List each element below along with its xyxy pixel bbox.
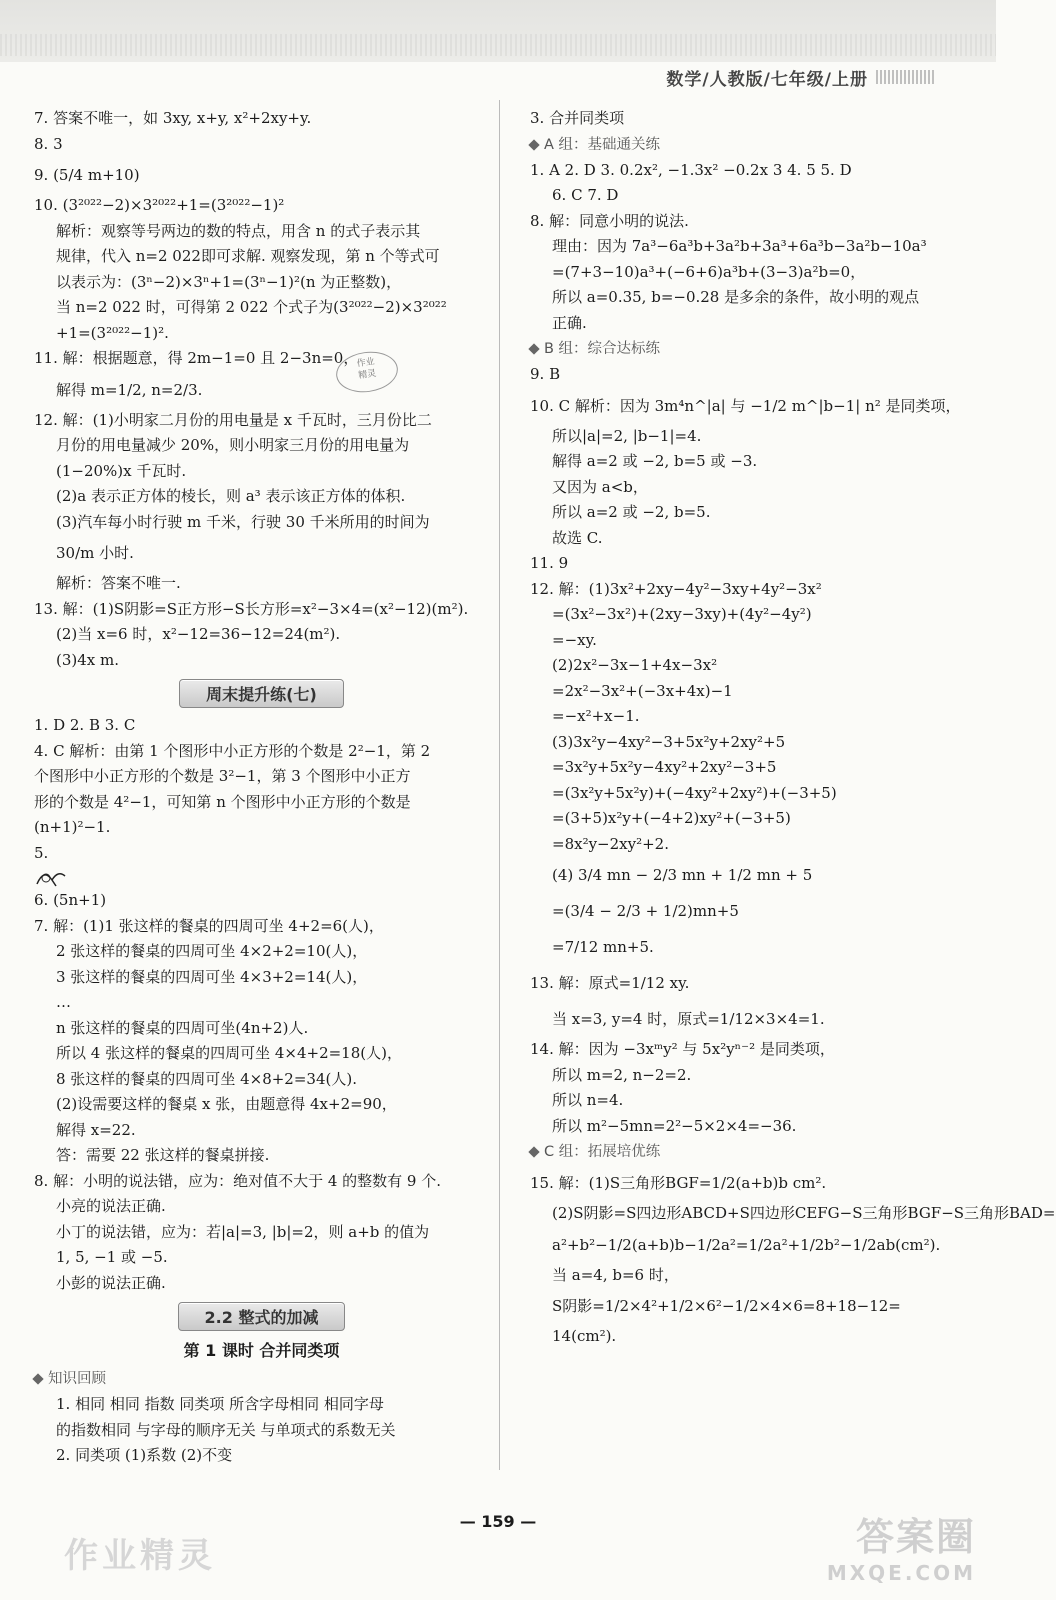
answer-line: 解得 a=2 或 −2, b=5 或 −3. xyxy=(552,452,758,470)
answer-line: 9. (5/4 m+10) xyxy=(34,166,140,184)
group-review-label: 知识回顾 xyxy=(48,1371,106,1387)
answer-line: 2. 同类项 (1)系数 (2)不变 xyxy=(56,1446,233,1464)
lesson-subtitle: 第 1 课时 合并同类项 xyxy=(183,1341,340,1360)
answer-line: 所以 n=4. xyxy=(552,1091,624,1109)
answer-line: (2)设需要这样的餐桌 x 张，由题意得 4x+2=90， xyxy=(56,1095,397,1113)
answer-line: =3x²y+5x²y−4xy²+2xy²−3+5 xyxy=(552,758,777,776)
answer-line: 解得 m=1/2, n=2/3. xyxy=(56,380,203,399)
group-b xyxy=(530,336,985,362)
group-review xyxy=(34,1366,489,1392)
answer-line: (3)3x²y−4xy²−3+5x²y+2xy²+5 xyxy=(552,732,786,751)
answer-line: 3 张这样的餐桌的四周可坐 4×3+2=14(人)， xyxy=(56,967,368,986)
answer-line: 11. 解：根据题意，得 2m−1=0 且 2−3n=0， xyxy=(34,349,359,367)
top-stripes xyxy=(0,34,996,56)
answer-line: 3. 合并同类项 xyxy=(530,109,625,127)
answer-line: 2 张这样的餐桌的四周可坐 4×2+2=10(人)， xyxy=(56,942,368,960)
watermark-right xyxy=(827,1506,976,1585)
answer-line: 30/m 小时. xyxy=(56,544,134,562)
answer-line: 理由：因为 7a³−6a³b+3a²b+3a³+6a³b−3a²b−10a³ xyxy=(552,237,927,255)
answer-line: 13. 解：原式=1/12 xy. xyxy=(530,974,690,992)
answer-line: n 张这样的餐桌的四周可坐(4n+2)人. xyxy=(56,1018,309,1037)
answer-line: 1. A 2. D 3. 0.2x², −1.3x² −0.2x 3 4. 5 5. D xyxy=(530,160,852,179)
answer-line: 以表示为：(3ⁿ−2)×3ⁿ+1=(3ⁿ−1)²(n 为正整数)， xyxy=(56,272,402,291)
answer-line: 个图形中小正方形的个数是 3²−1，第 3 个图形中小正方 xyxy=(34,767,411,785)
answer-line: (2)2x²−3x−1+4x−3x² xyxy=(552,656,718,674)
watermark-left: 作业精灵 xyxy=(64,1536,216,1576)
answer-line: 8. 3 xyxy=(34,134,63,153)
answer-line: (n+1)²−1. xyxy=(34,818,111,836)
answer-line: 小彭的说法正确. xyxy=(56,1273,166,1292)
answer-line: 5. xyxy=(34,843,49,862)
page-number: — 159 — xyxy=(459,1512,537,1531)
answer-line: 8 张这样的餐桌的四周可坐 4×8+2=34(人). xyxy=(56,1069,357,1088)
answer-line: 7. 解：(1)1 张这样的餐桌的四周可坐 4+2=6(人)， xyxy=(34,916,384,935)
answer-line: 答：需要 22 张这样的餐桌拼接. xyxy=(56,1146,270,1164)
answer-line: 4. C 解析：由第 1 个图形中小正方形的个数是 2²−1，第 2 xyxy=(34,741,431,760)
answer-line: 1. D 2. B 3. C xyxy=(34,716,136,734)
answer-line: 当 a=4, b=6 时， xyxy=(552,1265,679,1284)
answer-line: 故选 C. xyxy=(552,528,603,547)
banner-weekend-label: 周末提升练(七) xyxy=(179,679,344,708)
answer-line: 解析：观察等号两边的数的特点，用含 n 的式子表示其 xyxy=(56,221,421,240)
answer-line: 所以 4 张这样的餐桌的四周可坐 4×4+2=18(人)， xyxy=(56,1044,402,1062)
header-dots xyxy=(876,70,936,84)
left-answers-3 xyxy=(34,1392,489,1469)
left-answers-2 xyxy=(34,713,489,1296)
answer-line: 10. (3²⁰²²−2)×3²⁰²²+1=(3²⁰²²−1)² xyxy=(34,196,285,214)
answer-line: 14. 解：因为 −3xᵐy² 与 5x²yⁿ⁻² 是同类项， xyxy=(530,1040,835,1058)
answer-line: =2x²−3x²+(−3x+4x)−1 xyxy=(552,681,733,700)
answer-line: 1, 5, −1 或 −5. xyxy=(56,1248,168,1266)
watermark-url: MXQE.COM xyxy=(826,1561,976,1585)
answer-line: =(3/4 − 2/3 + 1/2)mn+5 xyxy=(552,902,739,920)
answer-line: =−xy. xyxy=(552,630,597,649)
answer-line: 所以 m²−5mn=2²−5×2×4=−36. xyxy=(552,1116,797,1135)
answer-line: 14(cm²). xyxy=(552,1327,617,1345)
banner-weekend xyxy=(34,677,489,709)
answer-line: (2)S阴影=S四边形ABCD+S四边形CEFG−S三角形BGF−S三角形BAD= xyxy=(552,1204,1056,1222)
figure-sketch-icon xyxy=(34,866,68,888)
group-c xyxy=(530,1139,985,1165)
answer-line: 的指数相同 与字母的顺序无关 与单项式的系数无关 xyxy=(56,1420,396,1439)
answer-line: 12. 解：(1)小明家二月份的用电量是 x 千瓦时，三月份比二 xyxy=(34,410,432,429)
stamp-logo: 作业 精灵 xyxy=(334,348,401,396)
answer-line: 所以 m=2, n−2=2. xyxy=(552,1065,692,1084)
diamond-icon xyxy=(528,139,539,150)
answer-line: (4) 3/4 mn − 2/3 mn + 1/2 mn + 5 xyxy=(552,866,813,884)
answer-line: (3)4x m. xyxy=(56,650,120,669)
answer-line: 月份的用电量减少 20%，则小明家三月份的用电量为 xyxy=(56,436,410,454)
answer-line: =7/12 mn+5. xyxy=(552,938,654,956)
answer-line: 1. 相同 相同 指数 同类项 所含字母相同 相同字母 xyxy=(56,1395,384,1413)
answer-line: =(7+3−10)a³+(−6+6)a³b+(3−3)a²b=0， xyxy=(552,262,866,281)
answer-line: (2)a 表示正方体的棱长，则 a³ 表示该正方体的体积. xyxy=(56,487,406,505)
group-b-answers xyxy=(530,362,985,1139)
group-a xyxy=(530,132,985,158)
answer-line: 所以 a=0.35, b=−0.28 是多余的条件，故小明的观点 xyxy=(552,288,920,306)
answer-line: =(3x²−3x²)+(2xy−3xy)+(4y²−4y²) xyxy=(552,605,812,623)
answer-line: 12. 解：(1)3x²+2xy−4y²−3xy+4y²−3x² xyxy=(530,579,822,598)
answer-line: 9. B xyxy=(530,365,561,383)
watermark-logo-text: 答案圈 xyxy=(855,1515,976,1559)
answer-line: 解得 x=22. xyxy=(56,1120,136,1139)
answer-line: (2)当 x=6 时，x²−12=36−12=24(m²). xyxy=(56,625,341,643)
answer-line: … xyxy=(56,993,71,1011)
group-c-answers xyxy=(530,1165,1056,1350)
answer-line: 当 x=3, y=4 时，原式=1/12×3×4=1. xyxy=(552,1010,825,1028)
answer-line: 所以 a=2 或 −2, b=5. xyxy=(552,503,711,521)
answer-line: 解析：答案不唯一. xyxy=(56,574,181,592)
left-answers-1 xyxy=(34,106,489,673)
answer-line: 7. 答案不唯一，如 3xy, x+y, x²+2xy+y. xyxy=(34,109,312,127)
answer-line: 又因为 a<b， xyxy=(552,477,648,496)
answer-line: 小亮的说法正确. xyxy=(56,1197,166,1215)
answer-line: 形的个数是 4²−1，可知第 n 个图形中小正方形的个数是 xyxy=(34,792,411,811)
answer-line: a²+b²−1/2(a+b)b−1/2a²=1/2a²+1/2b²−1/2ab(cm²). xyxy=(552,1235,941,1254)
diamond-icon xyxy=(32,1373,43,1384)
answer-line: 8. 解：小明的说法错，应为：绝对值不大于 4 的整数有 9 个. xyxy=(34,1171,442,1190)
answer-line: =(3x²y+5x²y)+(−4xy²+2xy²)+(−3+5) xyxy=(552,783,837,802)
answer-line: 当 n=2 022 时，可得第 2 022 个式子为(3²⁰²²−2)×3²⁰²² xyxy=(56,298,447,316)
banner-section xyxy=(34,1300,489,1332)
right-column xyxy=(530,106,1056,1350)
answer-line: =8x²y−2xy²+2. xyxy=(552,834,669,853)
answer-line: 小丁的说法错，应为：若|a|=3, |b|=2，则 a+b 的值为 xyxy=(56,1222,430,1241)
answer-line: 所以|a|=2, |b−1|=4. xyxy=(552,426,702,445)
answer-line: 正确. xyxy=(552,313,587,332)
group-a-answers xyxy=(530,158,985,337)
answer-line: =(3+5)x²y+(−4+2)xy²+(−3+5) xyxy=(552,809,791,827)
answer-line: 规律，代入 n=2 022即可求解. 观察发现，第 n 个等式可 xyxy=(56,247,440,265)
answer-line: +1=(3²⁰²²−1)². xyxy=(56,323,169,342)
group-a-label: A 组：基础通关练 xyxy=(544,136,661,153)
left-column xyxy=(34,106,489,1469)
answer-line: 13. 解：(1)S阴影=S正方形−S长方形=x²−3×4=(x²−12)(m²). xyxy=(34,599,469,618)
header-title: 数学/人教版/七年级/上册 xyxy=(666,69,868,90)
answer-line: 15. 解：(1)S三角形BGF=1/2(a+b)b cm². xyxy=(530,1174,827,1192)
answer-line: 10. C 解析：因为 3m⁴n^|a| 与 −1/2 m^|b−1| n² 是同类项， xyxy=(530,396,961,415)
column-divider xyxy=(499,100,500,1470)
banner-section-label: 2.2 整式的加减 xyxy=(178,1302,346,1331)
diamond-icon xyxy=(528,1146,539,1157)
answer-line: 8. 解：同意小明的说法. xyxy=(530,211,689,230)
group-b-label: B 组：综合达标练 xyxy=(544,341,661,357)
diamond-icon xyxy=(528,343,539,354)
answer-line: =−x²+x−1. xyxy=(552,707,640,725)
answer-line: 11. 9 xyxy=(530,554,569,572)
page-header xyxy=(666,64,936,90)
group-c-label: C 组：拓展培优练 xyxy=(544,1144,661,1160)
answer-line: S阴影=1/2×4²+1/2×6²−1/2×4×6=8+18−12= xyxy=(552,1297,901,1315)
answer-line: 6. C 7. D xyxy=(552,186,619,204)
answer-line: (3)汽车每小时行驶 m 千米，行驶 30 千米所用的时间为 xyxy=(56,512,430,531)
answer-line: (1−20%)x 千瓦时. xyxy=(56,461,187,480)
answer-line: 6. (5n+1) xyxy=(34,891,107,909)
